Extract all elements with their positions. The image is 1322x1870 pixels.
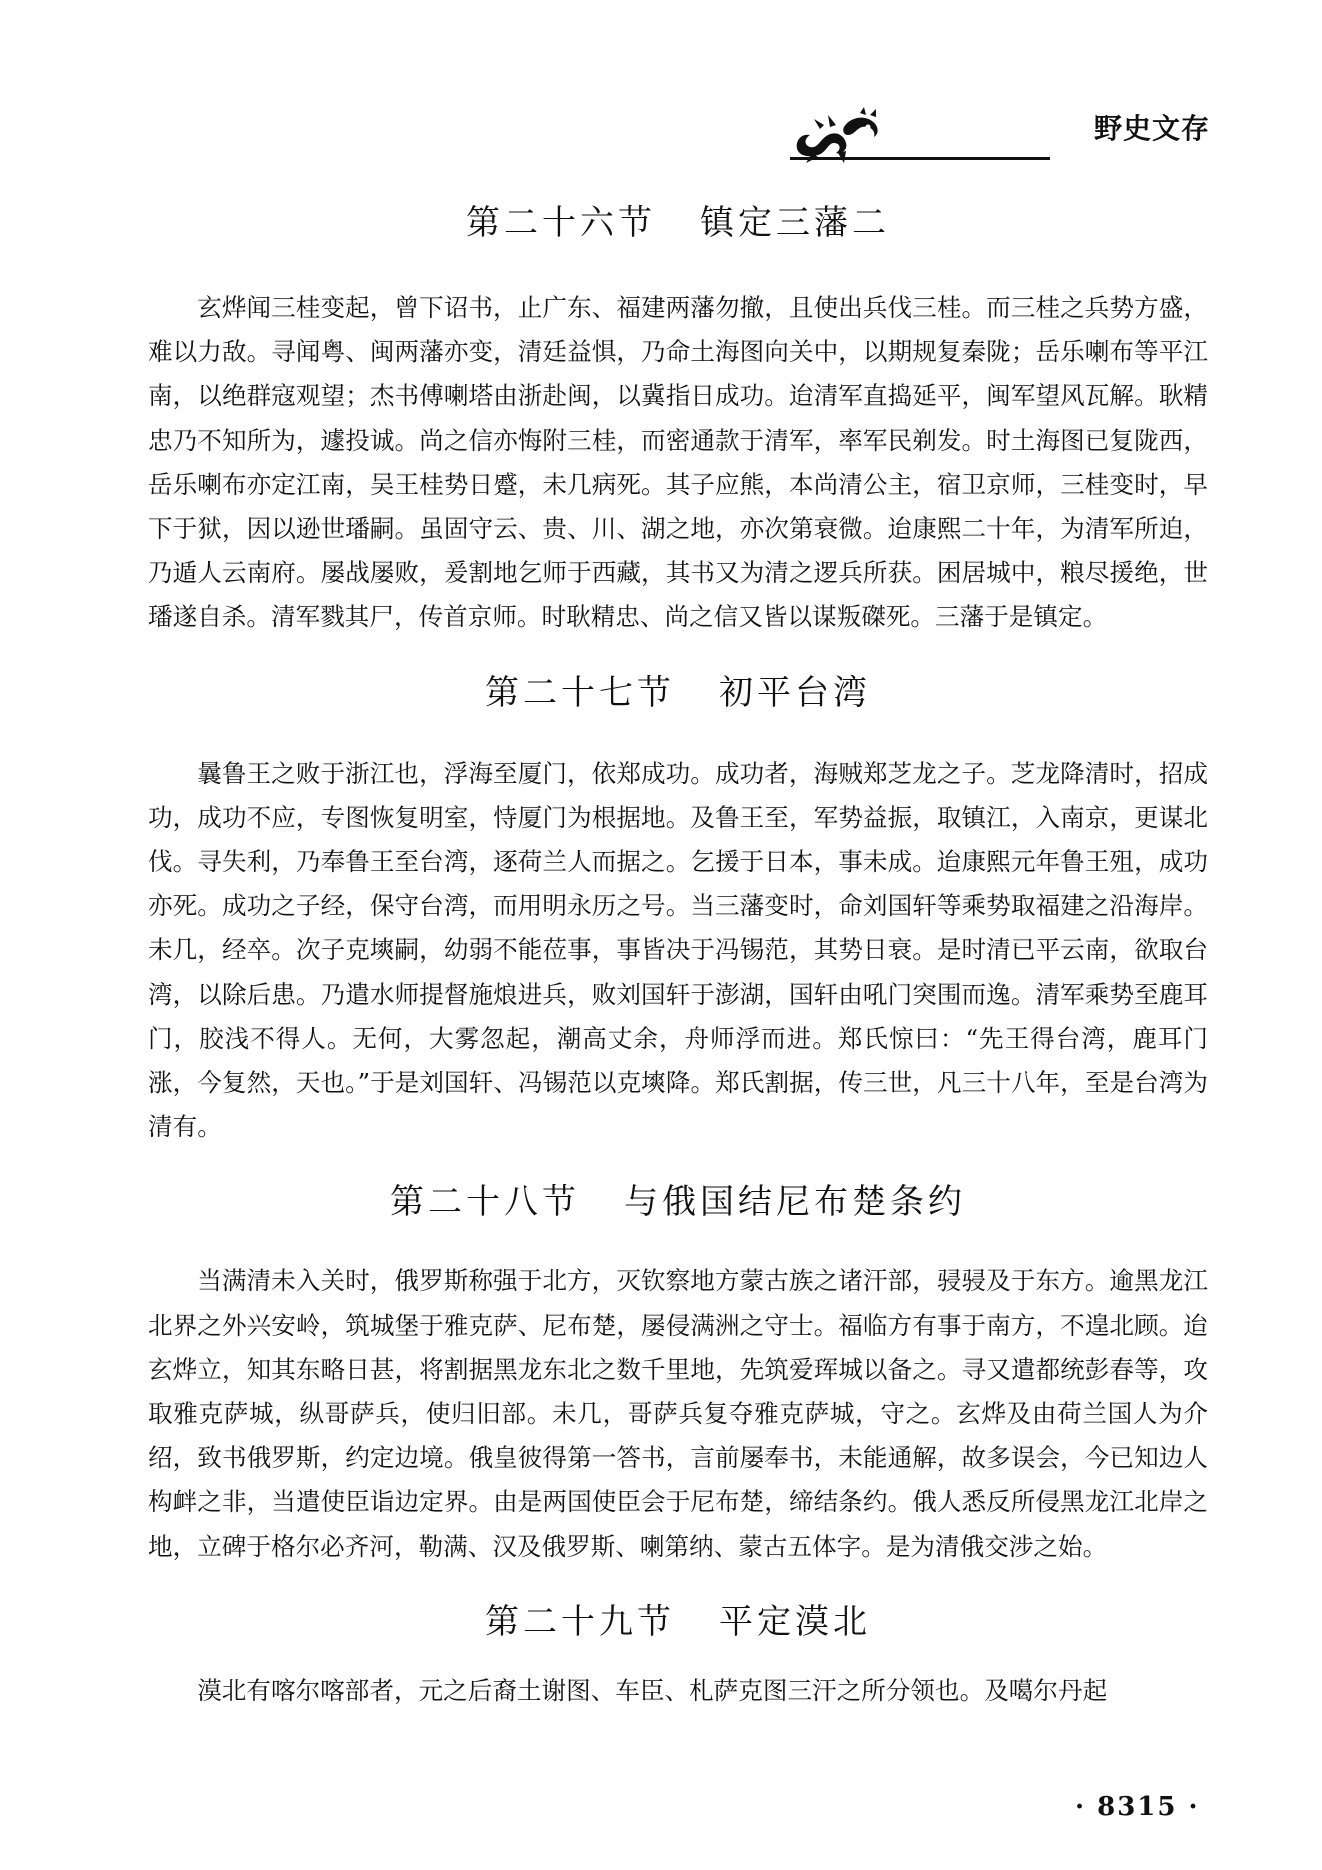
section-heading	[148, 1599, 1208, 1645]
section-number: 第二十六节	[466, 203, 656, 243]
section-paragraph: 漠北有喀尔喀部者，元之后裔土谢图、车臣、札萨克图三汗之所分领也。及噶尔丹起	[197, 1675, 1108, 1705]
section-heading	[148, 1179, 1208, 1225]
section-number: 第二十八节	[390, 1182, 580, 1223]
section-paragraph: 曩鲁王之败于浙江也，浮海至厦门，依郑成功。成功者，海贼郑芝龙之子。芝龙降清时，招成功，成功不应，专图恢复明室，恃厦门为根据地。及鲁王至，军势益振，取镇江，入南京，更谋北伐。寻失利，乃奉鲁王至台湾，逐荷兰人而据之。乞援于日本，事未成。迨康熙元年鲁王殂，成功亦死。成功之子经，保守台湾，而用明永历之号。当三藩变时，命刘国轩等乘势取福建之沿海岸。未几，经卒。次子克塽嗣，幼弱不能莅事，事皆决于冯锡范，其势日衰。是时清已平云南，欲取台湾，以除后患。乃遣水师提督施烺进兵，败刘国轩于澎湖，国轩由吼门突围而逸。清军乘势至鹿耳门，胶浅不得人。无何，大雾忽起，潮高丈余，舟师浮而进。郑氏惊曰：“先王得台湾，鹿耳门涨，今复然，天也。”于是刘国轩、冯锡范以克塽降。郑氏割据，传三世，凡三十八年，至是台湾为清有。	[148, 758, 1208, 1142]
section-number: 第二十七节	[485, 672, 675, 713]
section-title: 镇定三藩二	[700, 203, 890, 243]
section-number: 第二十九节	[485, 1601, 675, 1642]
section-title: 平定漠北	[719, 1601, 871, 1642]
section-heading	[148, 200, 1208, 246]
section-paragraph: 玄烨闻三桂变起，曾下诏书，止广东、福建两藩勿撤，且使出兵伐三桂。而三桂之兵势方盛，难以力敌。寻闻粤、闽两藩亦变，清廷益惧，乃命土海图向关中，以期规复秦陇；岳乐喇布等平江南，以绝群寇观望；杰书傅喇塔由浙赴闽，以冀指日成功。迨清军直捣延平，闽军望风瓦解。耿精忠乃不知所为，遽投诚。尚之信亦悔附三桂，而密通款于清军，率军民剃发。时土海图已复陇西，岳乐喇布亦定江南，吴王桂势日蹙，未几病死。其子应熊，本尚清公主，宿卫京师，三桂变时，早下于狱，因以逊世璠嗣。虽固守云、贵、川、湖之地，亦次第衰微。迨康熙二十年，为清军所迫，乃遁人云南府。屡战屡败，爰割地乞师于西藏，其书又为清之逻兵所获。困居城中，粮尽援绝，世璠遂自杀。清军戮其尸，传首京师。时耿精忠、尚之信又皆以谋叛磔死。三藩于是镇定。	[148, 293, 1208, 632]
page-body	[148, 200, 1208, 1713]
series-title: 野史文存	[1093, 112, 1210, 145]
header-divider	[790, 157, 1050, 160]
section-title: 与俄国结尼布楚条约	[624, 1182, 966, 1223]
running-header	[780, 95, 1230, 165]
page-number: · 8315 ·	[1075, 1792, 1200, 1822]
section-heading	[148, 670, 1208, 716]
section-paragraph: 当满清未入关时，俄罗斯称强于北方，灭钦察地方蒙古族之诸汗部，骎骎及于东方。逾黑龙江北界之外兴安岭，筑城堡于雅克萨、尼布楚，屡侵满洲之守士。福临方有事于南方，不遑北顾。迨玄烨立，知其东略日甚，将割据黑龙东北之数千里地，先筑爱珲城以备之。寻又遣都统彭春等，攻取雅克萨城，纵哥萨兵，使归旧部。未几，哥萨兵复夺雅克萨城，守之。玄烨及由荷兰国人为介绍，致书俄罗斯，约定边境。俄皇彼得第一答书，言前屡奉书，未能通解，故多误会，今已知边人构衅之非，当遣使臣诣边定界。由是两国使臣会于尼布楚，缔结条约。俄人悉反所侵黑龙江北岸之地，立碑于格尔必齐河，勒满、汉及俄罗斯、喇第纳、蒙古五体字。是为清俄交涉之始。	[148, 1266, 1208, 1561]
section-title: 初平台湾	[719, 672, 871, 713]
dragon-icon	[790, 105, 885, 165]
